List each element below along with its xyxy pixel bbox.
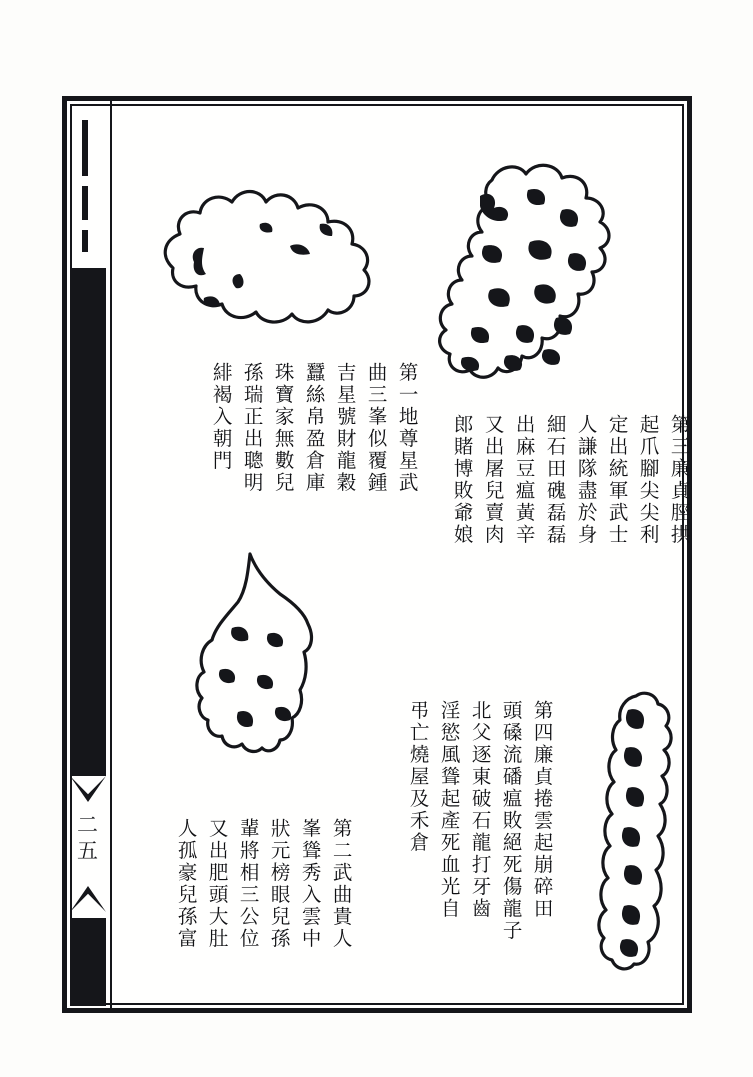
text-column-4: 人謙隊盡於身 [574, 414, 598, 546]
text-column-6: 出麻豆瘟黃辛 [512, 414, 536, 546]
text-column-5: 細石田磈磊磊 [543, 414, 567, 546]
text-column-11: 吉星號財龍穀 [333, 362, 357, 494]
text-column-19: 淫慾風聳起產死血光自 [437, 700, 461, 920]
text-column-16: 第四廉貞捲雲起崩碎田 [530, 700, 554, 920]
text-column-17: 頭磉流磻瘟敗絕死傷龍子 [499, 700, 523, 942]
text-column-15: 緋褐入朝門 [209, 362, 233, 472]
spine-ink-bar-upper [70, 268, 106, 776]
text-column-13: 珠寶家無數兒 [271, 362, 295, 494]
text-column-23: 狀元榜眼兒孫 [267, 818, 291, 950]
fig-top-left [140, 150, 410, 350]
page-spine-margin [66, 100, 112, 1009]
text-column-12: 蠶絲帛盈倉庫 [302, 362, 326, 494]
text-column-10: 曲三峯似覆鍾 [364, 362, 388, 494]
text-column-25: 又出肥頭大肚 [205, 818, 229, 950]
text-column-3: 定出統軍武士 [605, 414, 629, 546]
spine-chevron-upper [70, 776, 106, 802]
text-column-18: 北父逐東破石龍打牙齒 [468, 700, 492, 920]
text-column-20: 弔亡燒屋及禾倉 [406, 700, 430, 854]
text-column-26: 人孤豪兒孫富 [174, 818, 198, 950]
text-column-1: 第三廉貞脛拱 [667, 414, 691, 546]
spine-mark-3 [82, 230, 88, 252]
spine-mark-2 [82, 186, 88, 220]
text-column-7: 又出屠兒賣肉 [481, 414, 505, 546]
text-column-9: 第一地尊星武 [395, 362, 419, 494]
text-column-8: 郎賭博敗爺娘 [450, 414, 474, 546]
text-column-22: 峯聳秀入雲中 [298, 818, 322, 950]
text-column-2: 起爪腳尖尖利 [636, 414, 660, 546]
spine-chevron-lower [70, 886, 106, 912]
text-column-24: 輩將相三公位 [236, 818, 260, 950]
fig-top-right [432, 150, 642, 412]
spine-ink-bar-lower [70, 918, 106, 1006]
text-column-21: 第二武曲貴人 [329, 818, 353, 950]
text-column-14: 孫瑞正出聰明 [240, 362, 264, 494]
page-number: 二五 [77, 813, 99, 863]
spine-mark-1 [82, 120, 88, 176]
